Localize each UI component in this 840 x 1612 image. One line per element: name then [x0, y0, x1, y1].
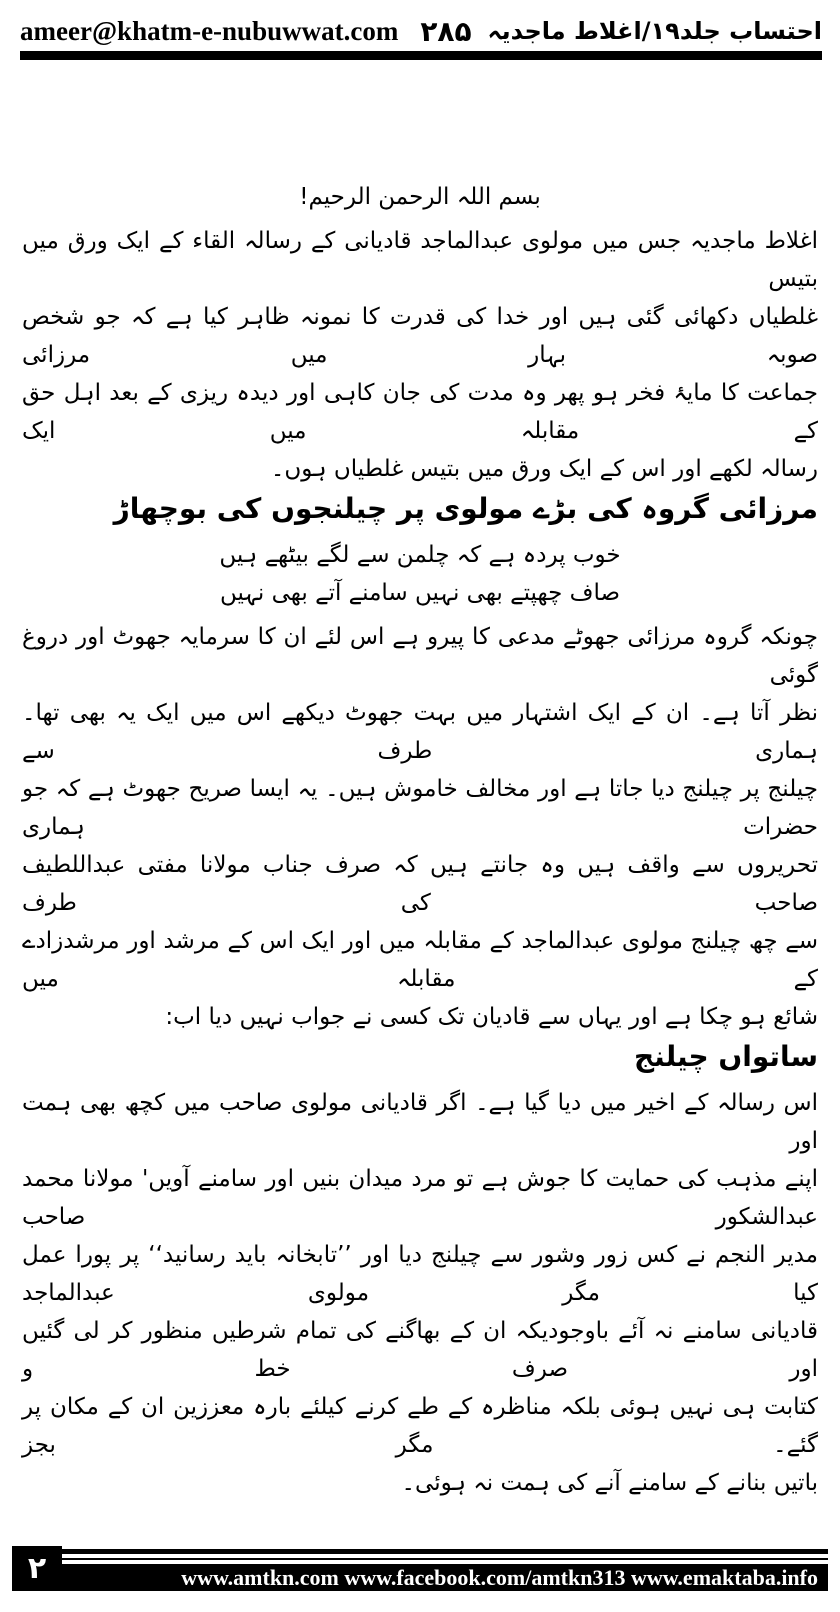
footer-rule: [62, 1558, 828, 1560]
footer-links: www.amtkn.com www.facebook.com/amtkn313 www.emaktaba.info: [181, 1565, 818, 1590]
couplet-line: خوب پردہ ہے کہ چلمن سے لگے بیٹھے ہیں: [219, 542, 621, 568]
paragraph-line: تحریروں سے واقف ہیں وہ جانتے ہیں کہ صرف جناب مولانا مفتی عبداللطیف صاحب کی طرف: [22, 852, 818, 916]
paragraph-line: غلطیاں دکھائی گئی ہیں اور خدا کی قدرت کا نمونہ ظاہر کیا ہے کہ جو شخص صوبہ بہار میں مرزائی: [22, 304, 818, 368]
paragraph-line: قادیانی سامنے نہ آئے باوجودیکہ ان کے بھاگنے کی تمام شرطیں منظور کر لی گئیں اور صرف خط و: [22, 1318, 818, 1382]
bismillah: بسم اللہ الرحمن الرحیم!: [299, 184, 541, 210]
section-heading: مرزائی گروہ کی بڑے مولوی پر چیلنجوں کی بوچھاڑ: [113, 492, 818, 525]
page-footer: [12, 1542, 828, 1602]
header-page-number: ۲۸۵: [420, 14, 472, 48]
header-book-title: احتساب جلد۱۹/اغلاط ماجدیہ: [487, 17, 822, 45]
page-body: [0, 60, 840, 1522]
footer-rule: [62, 1549, 828, 1554]
paragraph-line: اپنے مذہب کی حمایت کا جوش ہے تو مرد میدان بنیں اور سامنے آویں' مولانا محمد عبدالشکور صاحب: [22, 1166, 818, 1230]
footer-bar: [62, 1564, 828, 1591]
footer-page-number: ۲: [12, 1546, 62, 1591]
paragraph-line: اغلاط ماجدیہ جس میں مولوی عبدالماجد قادیانی کے رسالہ القاء کے ایک ورق میں بتیس: [22, 228, 818, 292]
paragraph-line: سے چھ چیلنج مولوی عبدالماجد کے مقابلہ میں اور ایک اس کے مرشد اور مرشدزادے کے مقابلہ میں: [22, 928, 818, 992]
couplet-line: صاف چھپتے بھی نہیں سامنے آتے بھی نہیں: [219, 580, 621, 606]
paragraph-line: شائع ہو چکا ہے اور یہاں سے قادیان تک کسی نے جواب نہیں دیا اب:: [165, 1004, 818, 1030]
paragraph-line: اس رسالہ کے اخیر میں دیا گیا ہے۔ اگر قادیانی مولوی صاحب میں کچھ بھی ہمت اور: [22, 1090, 818, 1154]
section-heading: ساتواں چیلنج: [633, 1040, 818, 1073]
paragraph-line: باتیں بنانے کے سامنے آنے کی ہمت نہ ہوئی۔: [401, 1470, 818, 1496]
header-email: ameer@khatm-e-nubuwwat.com: [20, 15, 399, 46]
paragraph-line: رسالہ لکھے اور اس کے ایک ورق میں بتیس غلطیاں ہوں۔: [270, 456, 818, 482]
paragraph-line: کتابت ہی نہیں ہوئی بلکہ مناظرہ کے طے کرنے کیلئے بارہ معززین ان کے مکان پر گئے۔ مگر بجز: [22, 1394, 818, 1458]
page-header: [0, 0, 840, 60]
paragraph-line: چونکہ گروہ مرزائی جھوٹے مدعی کا پیرو ہے اس لئے ان کا سرمایہ جھوٹ اور دروغ گوئی: [22, 624, 818, 688]
paragraph-line: مدیر النجم نے کس زور وشور سے چیلنج دیا اور ’’تابخانہ باید رسانید‘‘ پر پورا عمل کیا مگر مولوی عبدالماجد: [22, 1242, 818, 1306]
header-rule: [20, 51, 822, 60]
header-row: [0, 0, 840, 48]
paragraph-line: نظر آتا ہے۔ ان کے ایک اشتہار میں بہت جھوٹ دیکھے اس میں ایک یہ بھی تھا۔ ہماری طرف سے: [22, 700, 818, 764]
paragraph-line: چیلنج پر چیلنج دیا جاتا ہے اور مخالف خاموش ہیں۔ یہ ایسا صریح جھوٹ ہے کہ جو حضرات ہماری: [22, 776, 818, 840]
paragraph-line: جماعت کا مایۂ فخر ہو پھر وہ مدت کی جان کاہی اور دیدہ ریزی کے بعد اہل حق کے مقابلہ میں ایک: [22, 380, 818, 444]
